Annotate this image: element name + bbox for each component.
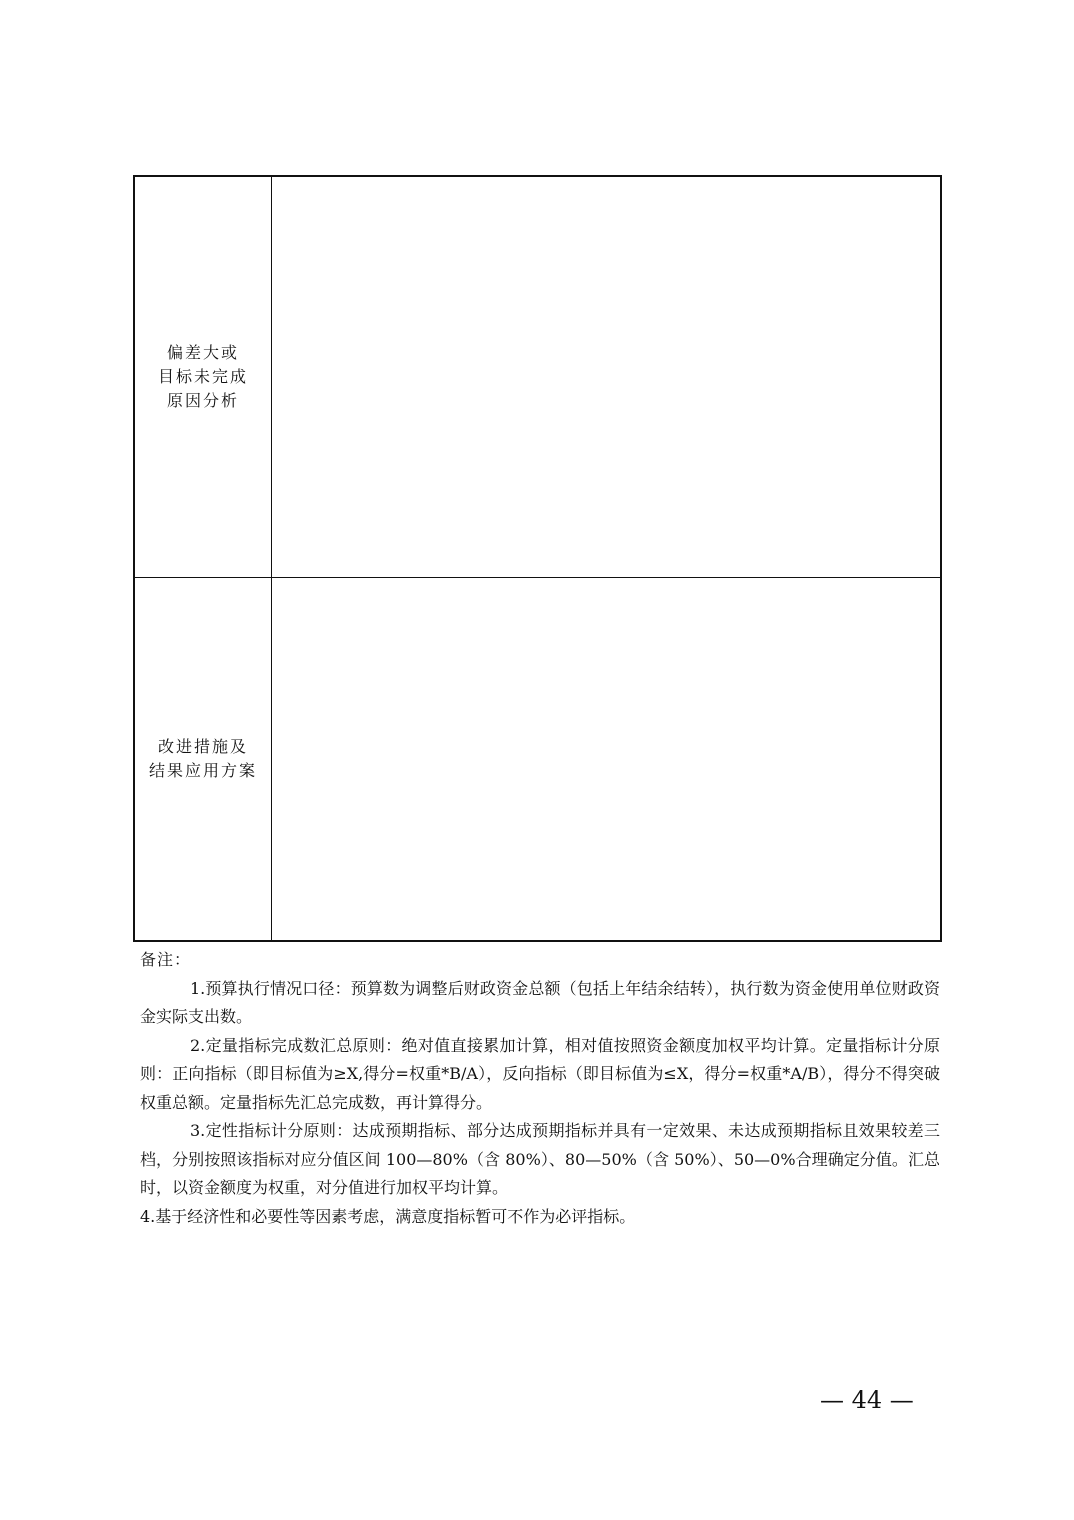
note-item-1: 1.预算执行情况口径：预算数为调整后财政资金总额（包括上年结余结转），执行数为资金使用单位财政资金实际支出数。 bbox=[140, 978, 940, 1026]
notes-section bbox=[140, 946, 940, 1231]
row-label-line: 改进措施及 bbox=[157, 737, 248, 756]
note-item-4: 4.基于经济性和必要性等因素考虑，满意度指标暂可不作为必评指标。 bbox=[140, 1206, 636, 1226]
row-label-line: 目标未完成 bbox=[157, 367, 248, 386]
row-label-line: 偏差大或 bbox=[166, 343, 239, 362]
note-item-3: 3.定性指标计分原则：达成预期指标、部分达成预期指标并具有一定效果、未达成预期指标且效果较差三档，分别按照该指标对应分值区间 100—80%（含 80%）、80—50%（含 50%）、50—0%合理确定分值。汇总时，以资金额度为权重，对分值进行加权平均计算。 bbox=[140, 1121, 940, 1197]
row-label-cell bbox=[135, 578, 272, 940]
evaluation-form-table bbox=[133, 175, 942, 942]
row-label bbox=[158, 341, 248, 413]
row-label-cell bbox=[135, 177, 272, 577]
row-label-line: 原因分析 bbox=[166, 391, 239, 410]
page-number: — 44 — bbox=[820, 1386, 914, 1414]
deviation-analysis-content-cell[interactable] bbox=[272, 177, 940, 577]
table-row-improvement-plan bbox=[135, 578, 940, 940]
row-label-line: 结果应用方案 bbox=[148, 761, 257, 780]
improvement-plan-content-cell[interactable] bbox=[272, 578, 940, 940]
row-label bbox=[149, 735, 257, 783]
notes-title: 备注： bbox=[140, 950, 192, 969]
note-item-2: 2.定量指标完成数汇总原则：绝对值直接累加计算，相对值按照资金额度加权平均计算。定量指标计分原则：正向指标（即目标值为≥X,得分=权重*B/A），反向指标（即目标值为≤X，得分=权重*A/B），得分不得突破权重总额。定量指标先汇总完成数，再计算得分。 bbox=[140, 1035, 940, 1112]
table-row-deviation-analysis bbox=[135, 177, 940, 578]
